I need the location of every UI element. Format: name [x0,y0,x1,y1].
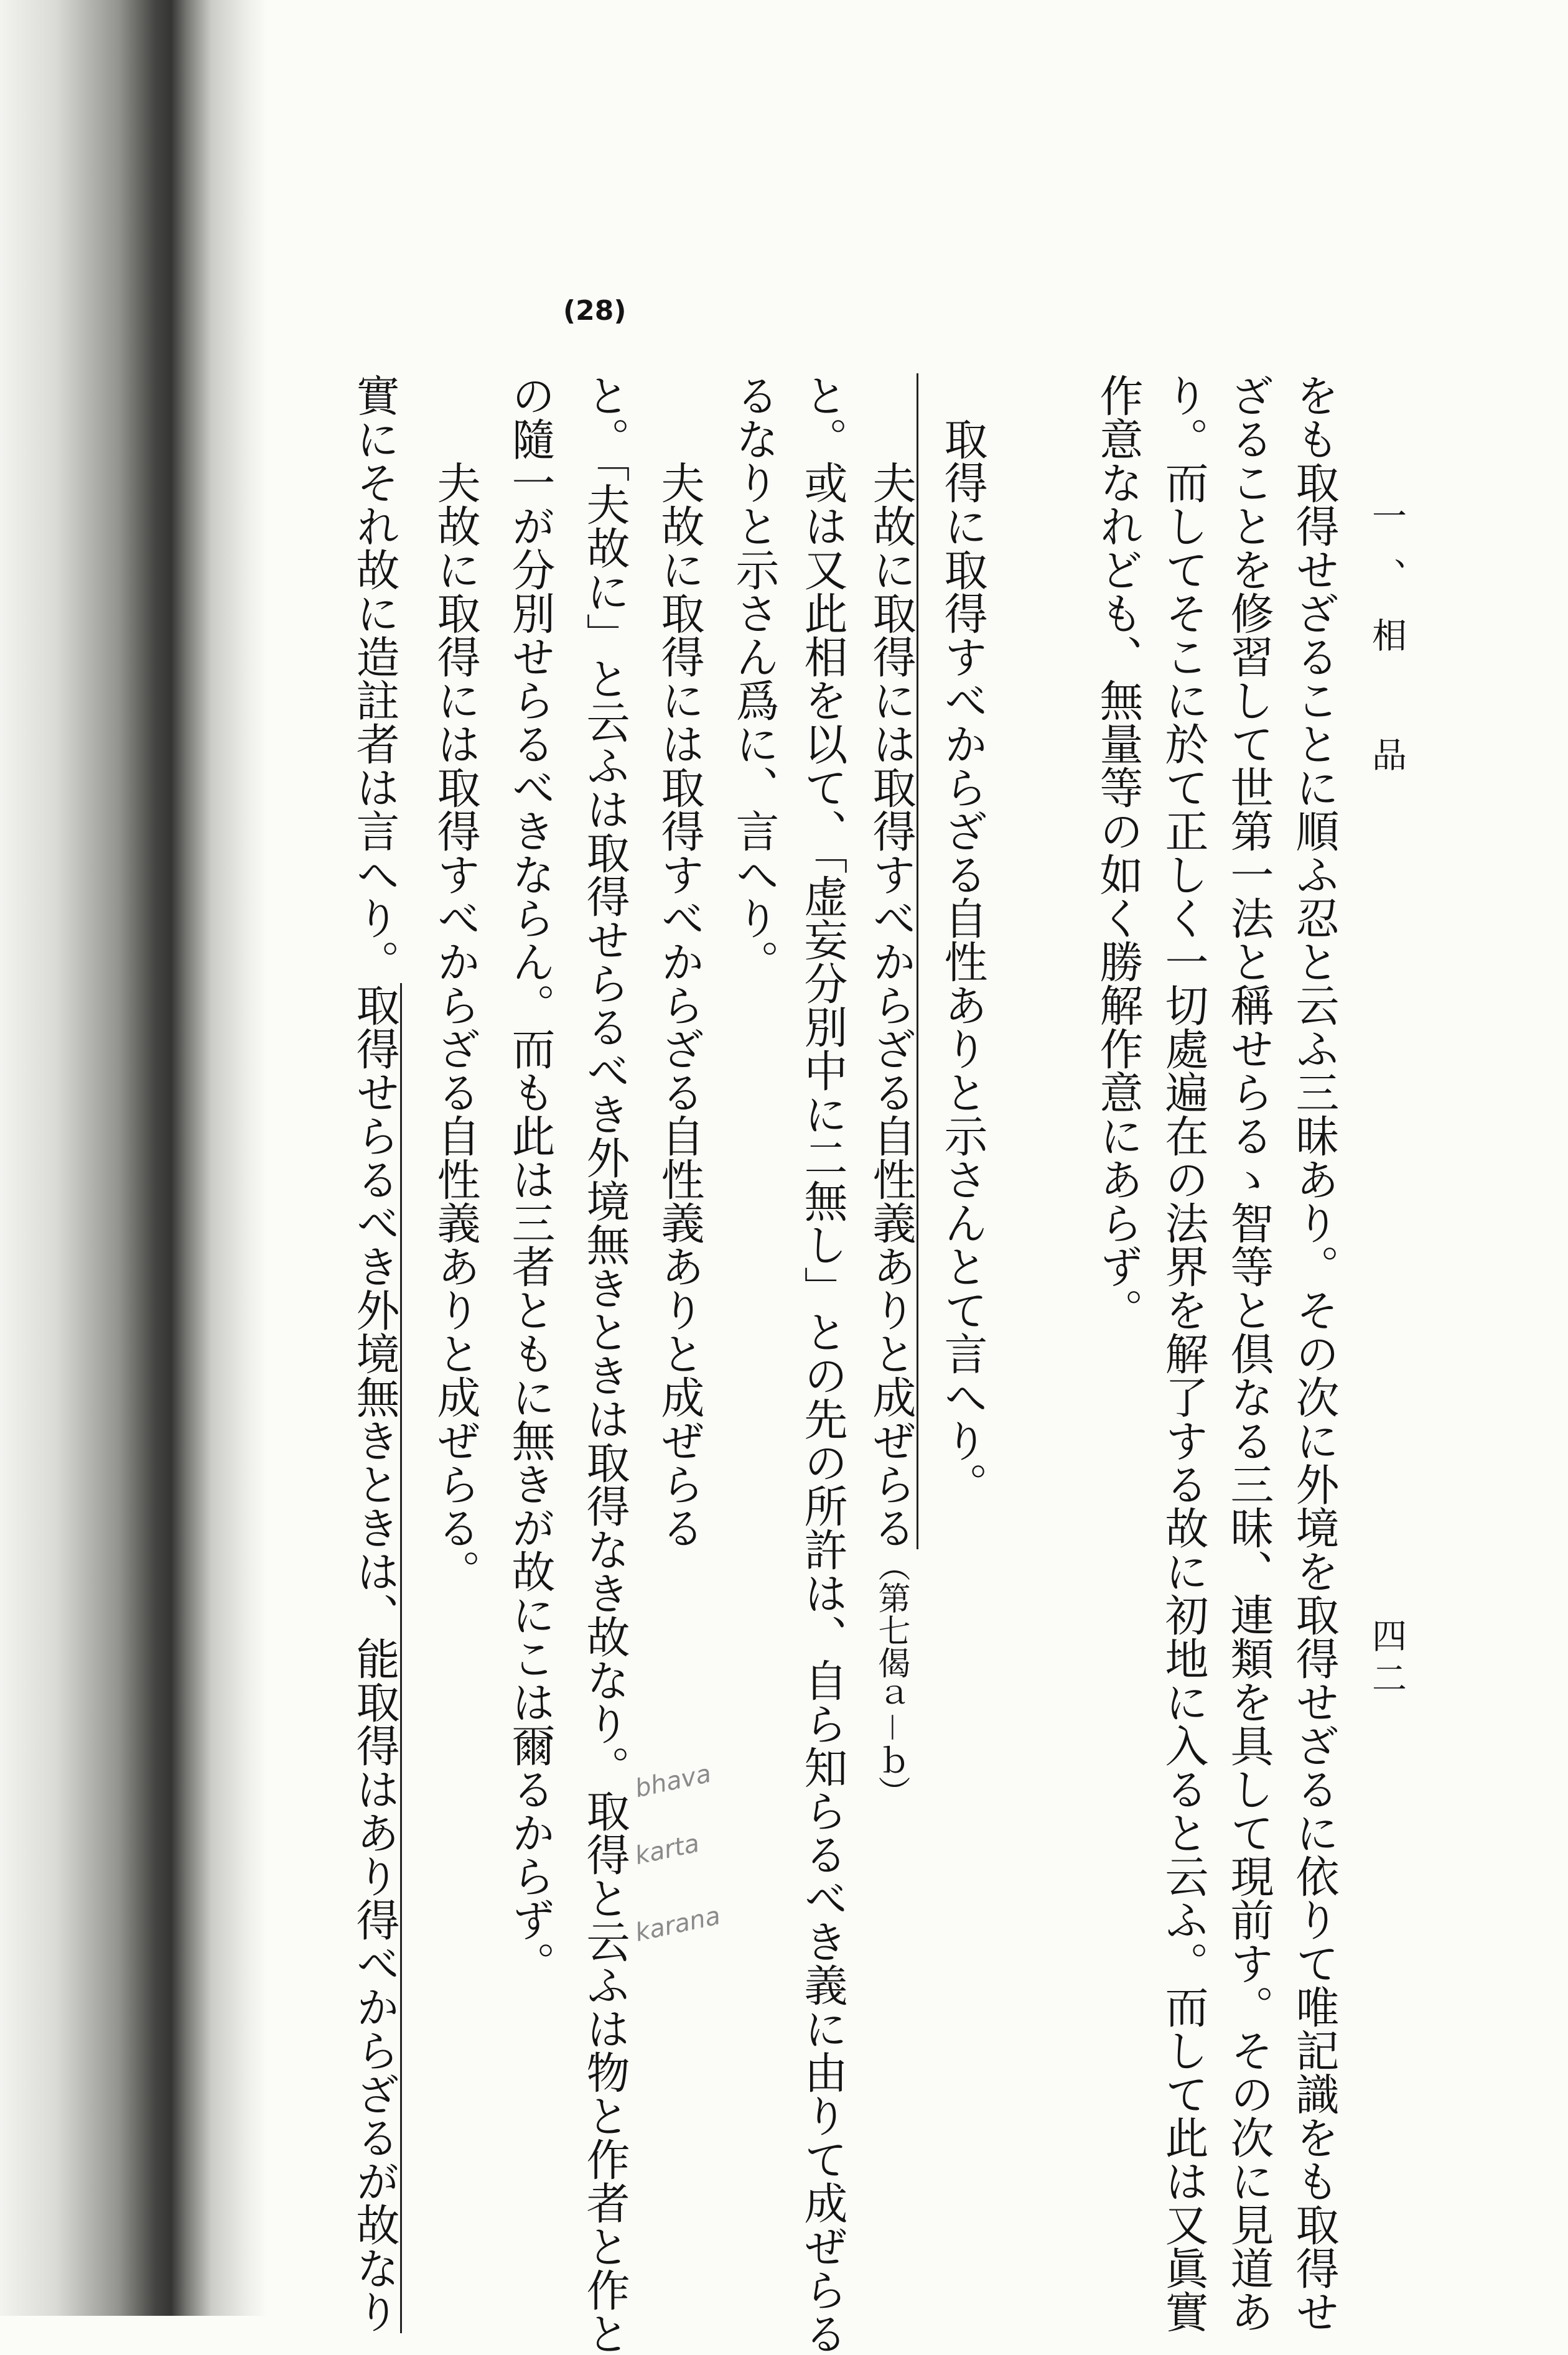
text-column-3: り。而してそこに於て正しく一切處遍在の法界を解了する故に初地に入ると云ふ。而して此は又眞實 [1158,373,1209,2333]
text-column-1: をも取得せざることに順ふ忍と云ふ三昧あり。その次に外境を取得せざるに依りて唯記識をも取得せ [1289,373,1340,2333]
scan-gutter-shadow [0,0,268,2316]
pencil-annotation-3: karana [632,1901,723,1947]
page-number: 四二 [1366,1618,1407,1702]
verse-reference: （第七偈ａ－ｂ） [872,1549,910,1809]
running-header-section: 一、相 品 [1366,498,1407,796]
text-column-11: の隨一が分別せらるべきならん。而も此は三者ともに無きが故にこは爾るからず。 [505,373,556,1985]
pencil-annotation-1: bhava [632,1759,714,1804]
text-column-4: 作意なれども、無量等の如く勝解作意にあらず。 [1093,373,1144,1331]
highlighted-quote: 取得せらるべき外境無きときは、能取得はあり得べからざるが故なり [349,983,402,2333]
text-column-12: 夫故に取得には取得すべからざる自性義ありと成ぜらる。 [430,373,481,1593]
text-column-7: と。或は又此相を以て、「虚妄分別中に二無し」との先の所許は、自ら知らるべき義に由りて成ぜらる [797,373,848,2355]
text-column-9: 夫故に取得には取得すべからざる自性義ありと成ぜらる [654,373,705,1549]
original-page-number: (28) [563,295,627,327]
text-column-2: ざることを修習して世第一法と稱せらるゝ智等と倶なる三昧、連類を具して現前す。その次に見道あ [1223,373,1274,2333]
text-column-13: 實にそれ故に造註者は言へり。取得せらるべき外境無きときは、能取得はあり得べからざるが故なり [348,0,401,2316]
text-column-8: るなりと示さん爲に、言へり。 [729,373,780,983]
text-column-5: 取得に取得すべからざる自性ありと示さんとて言へり。 [937,373,988,1506]
text-column-6: 夫故に取得には取得すべからざる自性義ありと成ぜらる（第七偈ａ－ｂ） [865,0,917,2316]
text-column-10: と。「夫故に」と云ふは取得せらるべき外境無きときは取得なき故なり。取得と云ふは物と作者と作と [579,373,630,2355]
pencil-annotation-2: karta [632,1829,702,1871]
